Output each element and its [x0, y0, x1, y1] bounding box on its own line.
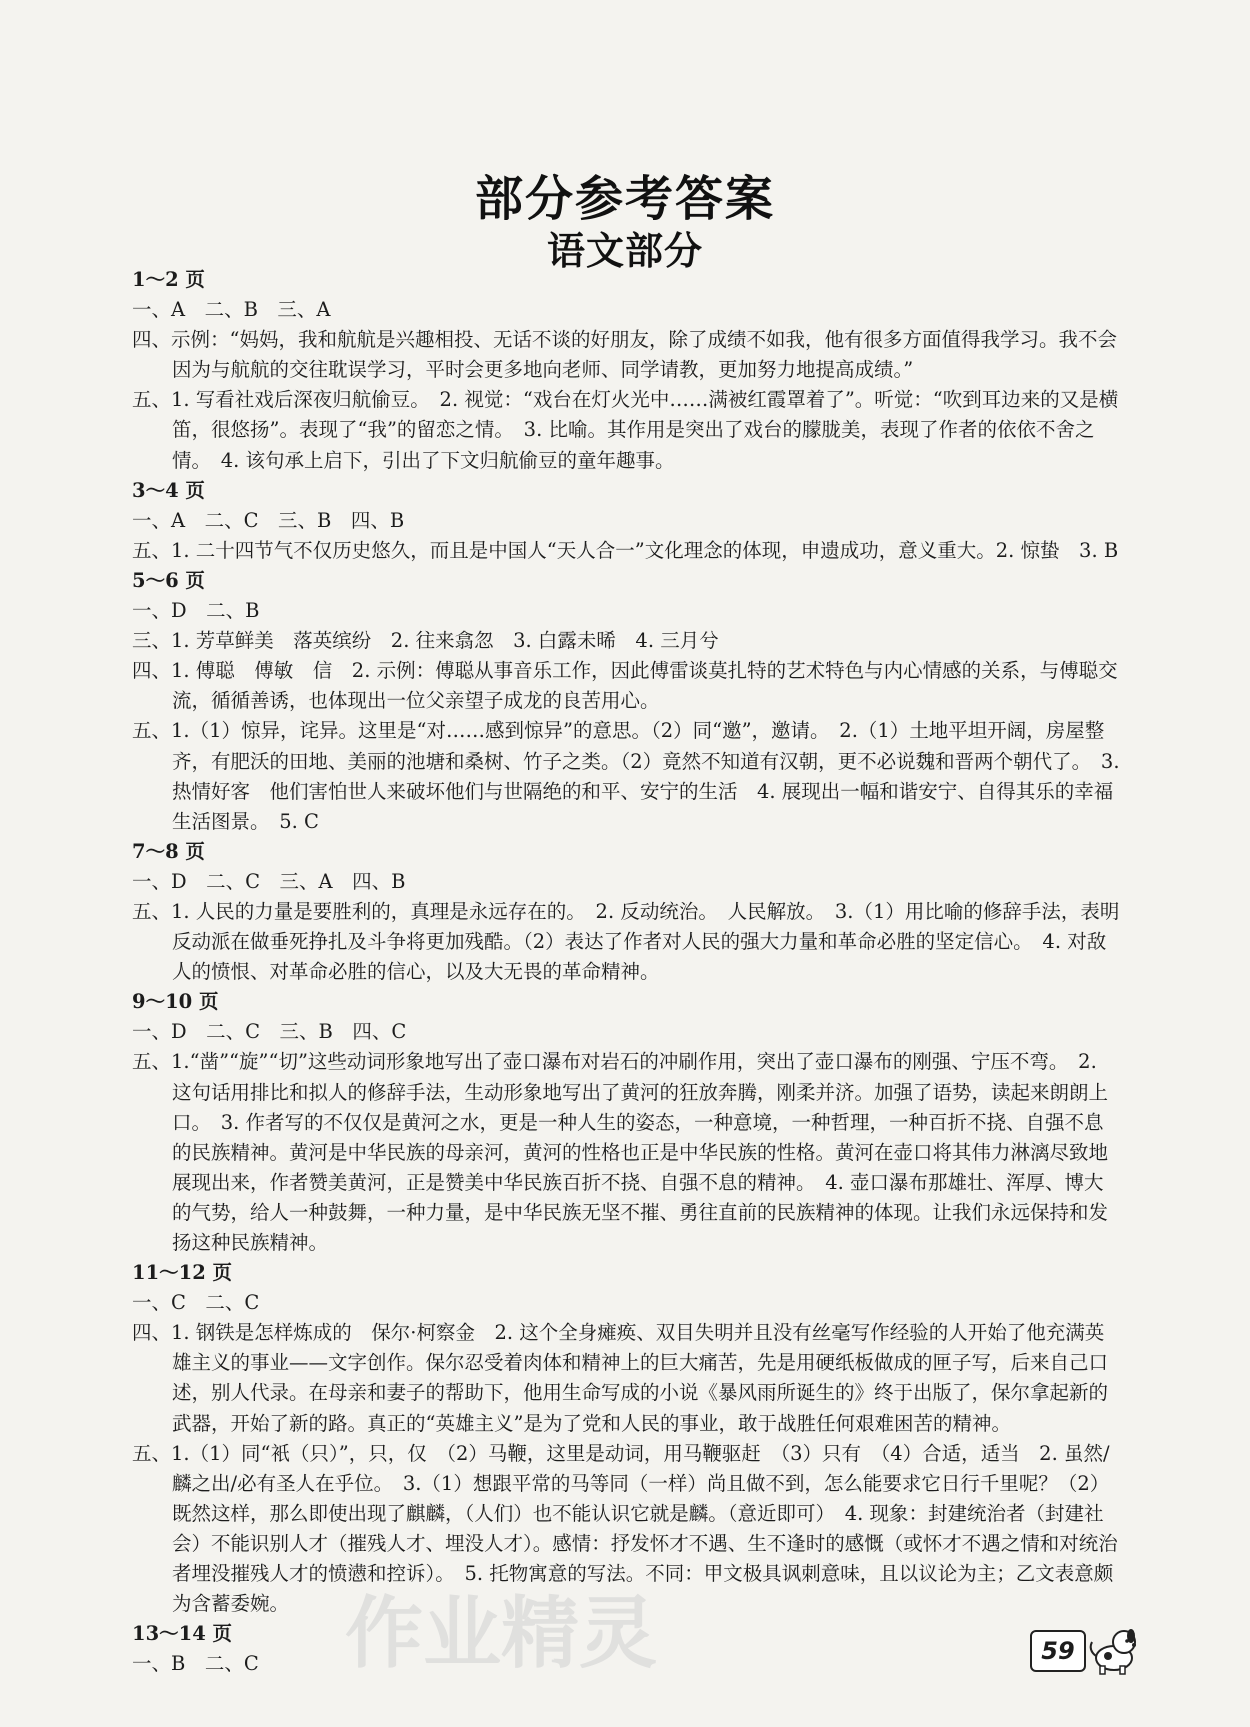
answer-block	[132, 1619, 1122, 1679]
page-title: 部分参考答案	[474, 171, 775, 227]
watermark-text: 作业精灵	[345, 1589, 658, 1679]
answer-line: 四、示例：“妈妈，我和航航是兴趣相投、无话不谈的好朋友，除了成绩不如我，他有很多方面值得我学习。我不会因为与航航的交往耽误学习，平时会更多地向老师、同学请教，更加努力地提高成绩。”	[132, 328, 1117, 382]
answer-line: 四、1. 傅聪 傅敏 信 2. 示例：傅聪从事音乐工作，因此傅雷谈莫扎特的艺术特色与内心情感的关系，与傅聪交流，循循善诱，也体现出一位父亲望子成龙的良苦用心。	[132, 659, 1118, 713]
answer-content	[132, 265, 1122, 1679]
dog-mascot-icon	[1084, 1620, 1144, 1676]
answer-line: 一、A 二、B 三、A	[132, 298, 331, 322]
block-header: 13～14 页	[132, 1622, 233, 1646]
answer-block	[132, 476, 1122, 566]
answer-line: 五、1.（1）同“衹（只）”，只，仅 （2）马鞭，这里是动词，用马鞭驱赶 （3）只有 （4）合适，适当 2. 虽然/麟之出/必有圣人在乎位。 3.（1）想跟平常的马等同（一样）尚且做不到，怎么能要求它日行千里呢？（2）既然这样，那么即使出现了麒麟，（人们）也不能认识它就是麟。（意近即可） 4. 现象：封建统治者（封建社会）不能识别人才（摧残人才、埋没人才）。感情：抒发怀才不遇、生不逢时的感慨（或怀才不遇之情和对统治者埋没摧残人才的愤懑和控诉）。 5. 托物寓意的写法。不同：甲文极具讽刺意味，且以议论为主；乙文表意颇为含蓄委婉。	[132, 1441, 1118, 1616]
answer-block	[132, 265, 1122, 476]
block-header: 11～12 页	[132, 1261, 233, 1285]
answer-line: 五、1. 写看社戏后深夜归航偷豆。 2. 视觉：“戏台在灯火光中……满被红霞罩着了”。听觉：“吹到耳边来的又是横笛，很悠扬”。表现了“我”的留恋之情。 3. 比喻。其作用是突出了戏台的朦胧美，表现了作者的依依不舍之情。 4. 该句承上启下，引出了下文归航偷豆的童年趣事。	[132, 388, 1119, 472]
block-header: 3～4 页	[132, 478, 205, 502]
answer-line: 三、1. 芳草鲜美 落英缤纷 2. 往来翕忽 3. 白露未晞 4. 三月兮	[132, 629, 719, 653]
answer-block	[132, 1258, 1122, 1619]
answer-block	[132, 837, 1122, 987]
answer-line: 五、1.“凿”“旋”“切”这些动词形象地写出了壶口瀑布对岩石的冲刷作用，突出了壶口瀑布的刚强、宁压不弯。 2. 这句话用排比和拟人的修辞手法，生动形象地写出了黄河的狂放奔腾，刚柔并济。加强了语势，读起来朗朗上口。 3. 作者写的不仅仅是黄河之水，更是一种人生的姿态，一种意境，一种哲理，一种百折不挠、自强不息的民族精神。黄河是中华民族的母亲河，黄河的性格也正是中华民族的性格。黄河在壶口将其伟力淋漓尽致地展现出来，作者赞美黄河，正是赞美中华民族百折不挠、自强不息的精神。 4. 壶口瀑布那雄壮、浑厚、博大的气势，给人一种鼓舞，一种力量，是中华民族无坚不摧、勇往直前的民族精神的体现。让我们永远保持和发扬这种民族精神。	[132, 1050, 1109, 1254]
answer-line: 一、A 二、C 三、B 四、B	[132, 508, 405, 532]
answer-line: 一、D 二、C 三、A 四、B	[132, 869, 406, 893]
answer-line: 一、D 二、B	[132, 599, 260, 623]
block-header: 1～2 页	[132, 268, 205, 291]
answer-line: 四、1. 钢铁是怎样炼成的 保尔·柯察金 2. 这个全身瘫痪、双目失明并且没有丝毫写作经验的人开始了他充满英雄主义的事业——文字创作。保尔忍受着肉体和精神上的巨大痛苦，先是用硬纸板做成的匣子写，后来自己口述，别人代录。在母亲和妻子的帮助下，他用生命写成的小说《暴风雨所诞生的》终于出版了，保尔拿起新的武器，开始了新的路。真正的“英雄主义”是为了党和人民的事业，敢于战胜任何艰难困苦的精神。	[132, 1321, 1109, 1435]
answer-line: 五、1. 二十四节气不仅历史悠久，而且是中国人“天人合一”文化理念的体现，申遗成功，意义重大。2. 惊蛰 3. B	[132, 538, 1119, 562]
section-title: 语文部分	[546, 228, 703, 273]
answer-line: 五、1.（1）惊异，诧异。这里是“对……感到惊异”的意思。（2）同“邀”，邀请。 2.（1）土地平坦开阔，房屋整齐，有肥沃的田地、美丽的池塘和桑树、竹子之类。（2）竟然不知道有汉朝，更不必说魏和晋两个朝代了。 3. 热情好客 他们害怕世人来破坏他们与世隔绝的和平、安宁的生活 4. 展现出一幅和谐安宁、自得其乐的幸福生活图景。 5. C	[132, 719, 1120, 833]
answer-line: 一、C 二、C	[132, 1291, 260, 1315]
block-header: 9～10 页	[132, 990, 219, 1014]
answer-line: 一、B 二、C	[132, 1652, 259, 1676]
page-number: 59	[1041, 1637, 1075, 1665]
block-header: 5～6 页	[132, 568, 205, 592]
answer-line: 五、1. 人民的力量是要胜利的，真理是永远存在的。 2. 反动统治。 人民解放。 3.（1）用比喻的修辞手法，表明反动派在做垂死挣扎及斗争将更加残酷。（2）表达了作者对人民的强大力量和革命必胜的坚定信心。 4. 对敌人的愤恨、对革命必胜的信心，以及大无畏的革命精神。	[132, 899, 1120, 984]
answer-block	[132, 566, 1122, 837]
block-header: 7～8 页	[132, 839, 205, 863]
answer-block	[132, 987, 1122, 1258]
answer-line: 一、D 二、C 三、B 四、C	[132, 1020, 407, 1044]
page-number-badge	[1030, 1630, 1086, 1672]
